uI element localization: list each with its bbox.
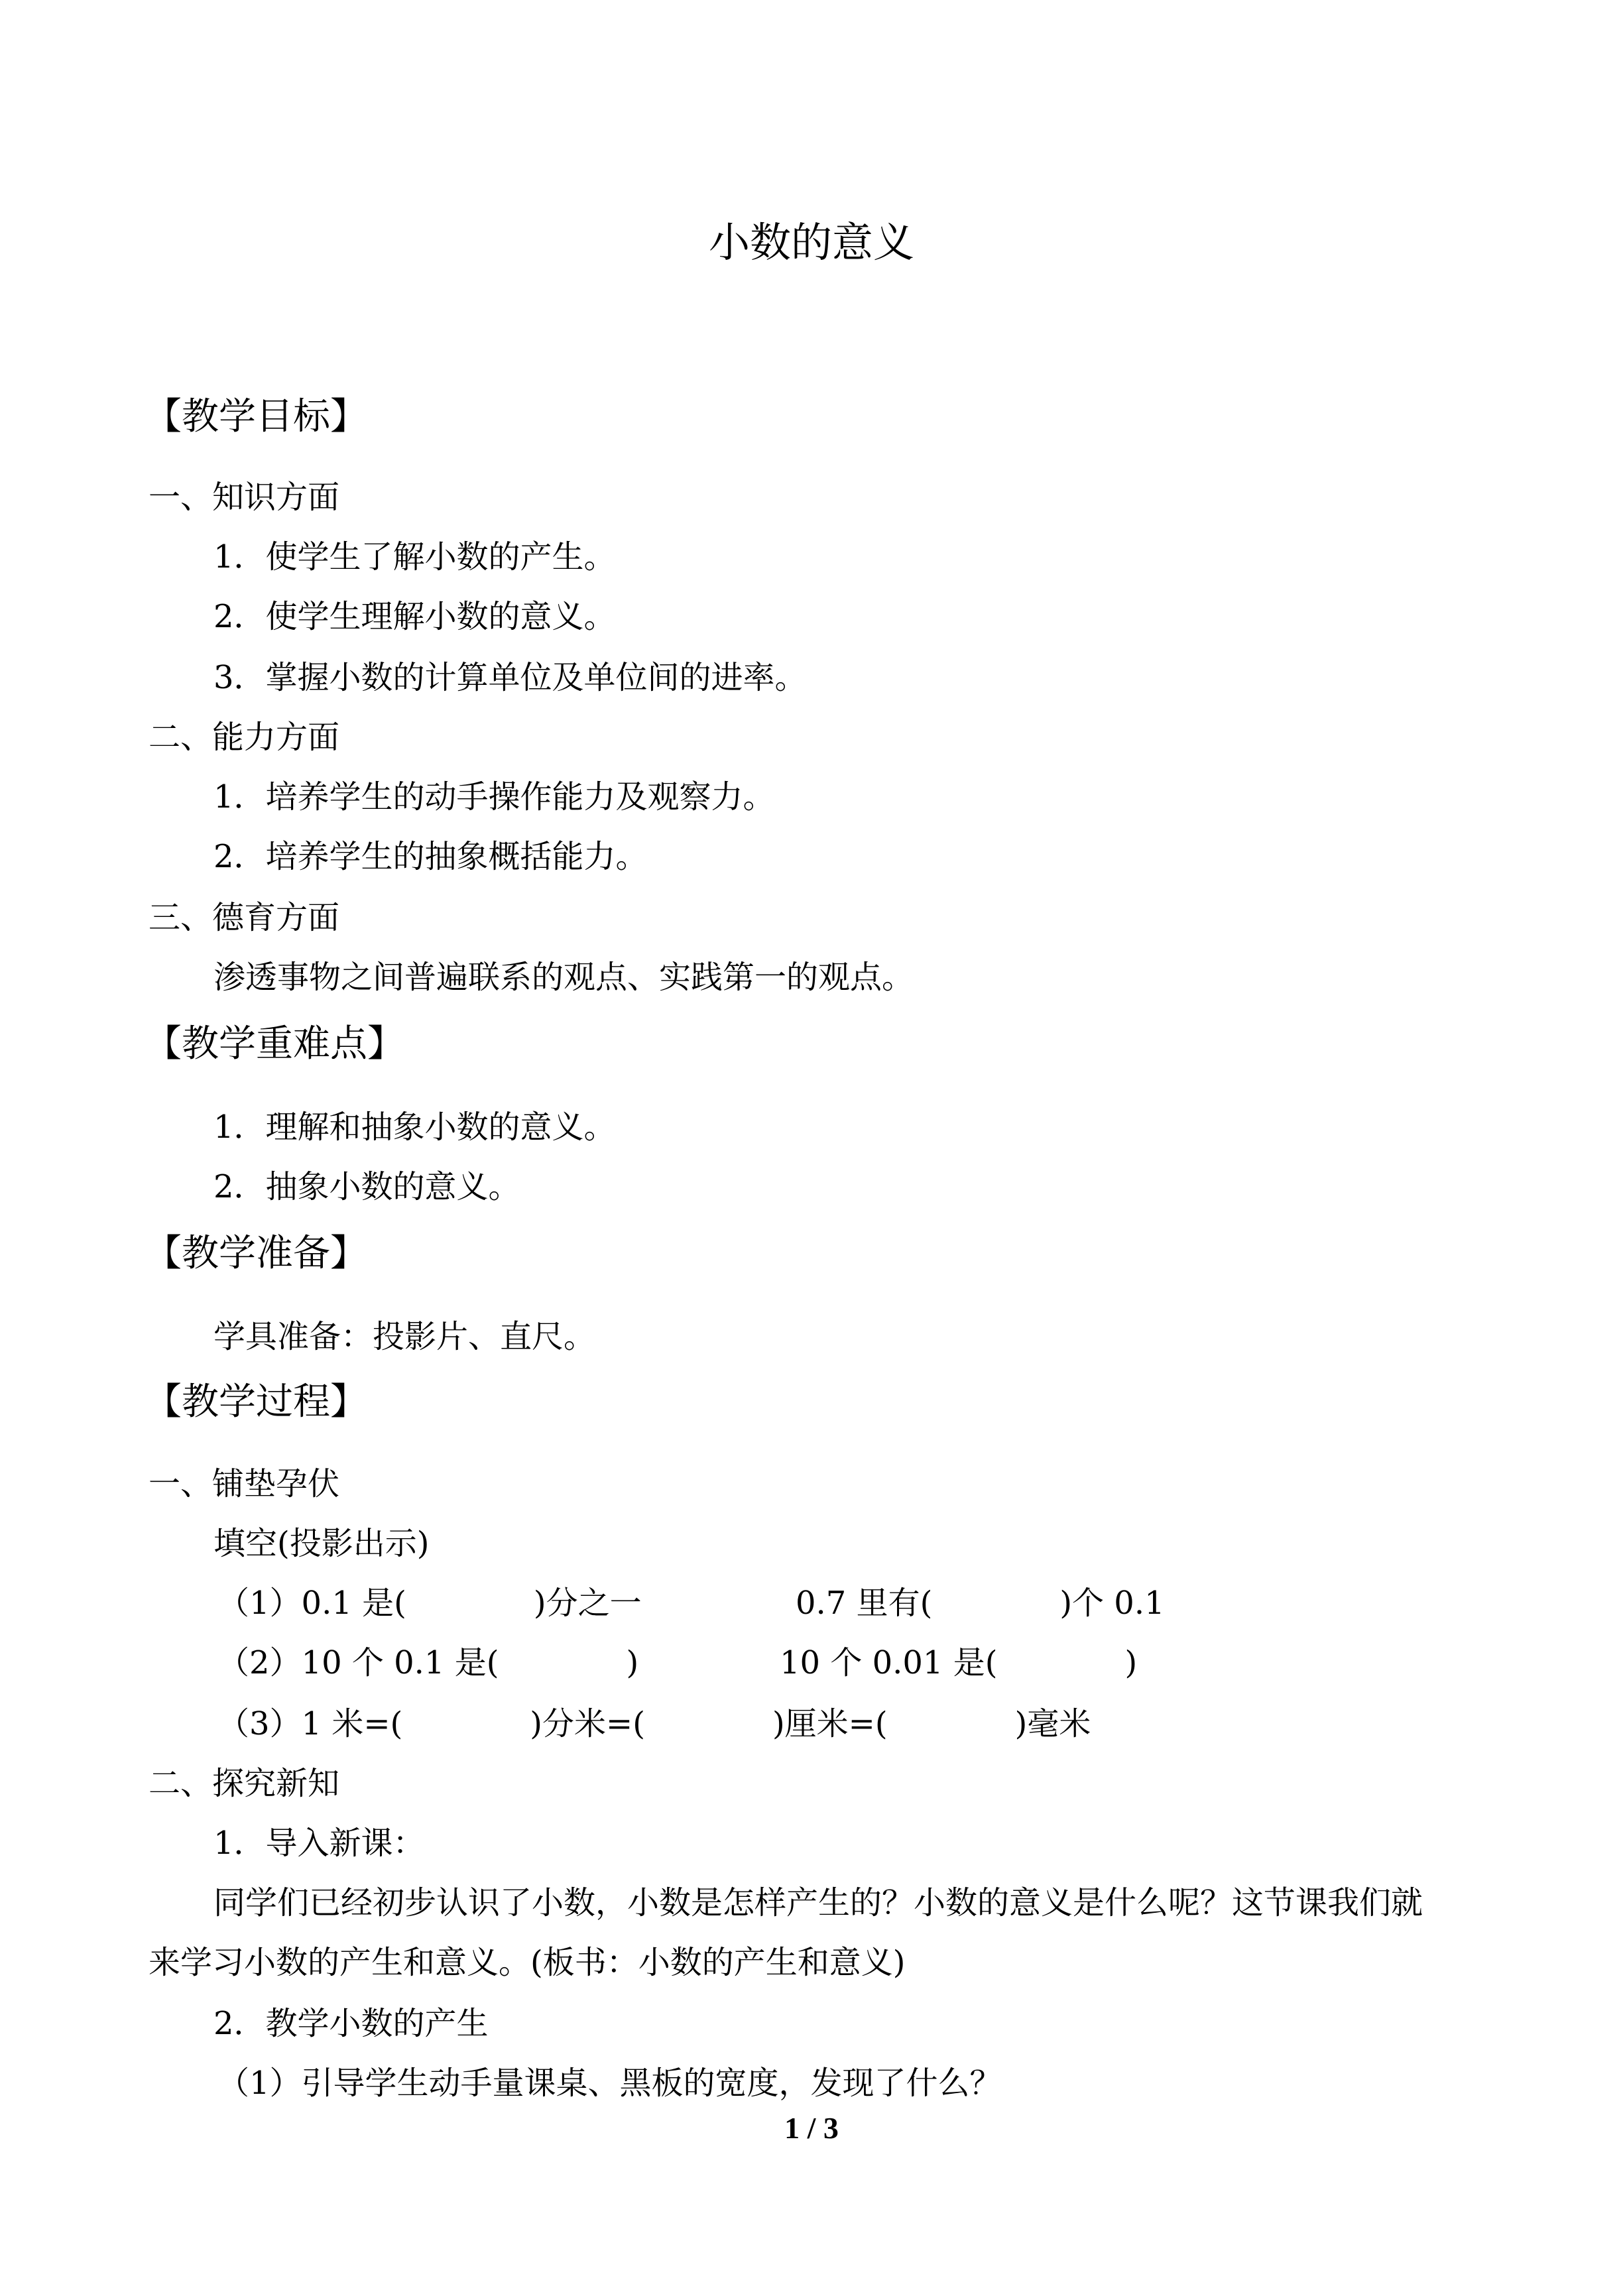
goal-item: 1．培养学生的动手操作能力及观察力。 <box>213 778 775 816</box>
heading-step1: 一、铺垫孕伏 <box>149 1465 340 1502</box>
question-2a: （2）10 个 0.1 是( ) <box>217 1644 639 1681</box>
question-2b: 10 个 0.01 是( ) <box>780 1644 1138 1681</box>
fill-intro: 填空(投影出示) <box>213 1525 430 1562</box>
keypoint-item: 1．理解和抽象小数的意义。 <box>213 1109 616 1146</box>
goal-item: 1．使学生了解小数的产生。 <box>213 538 616 575</box>
step2-item: 2．教学小数的产生 <box>213 2005 489 2042</box>
heading-step2: 二、探究新知 <box>149 1765 340 1802</box>
goal-item: 渗透事物之间普遍联系的观点、实践第一的观点。 <box>213 959 914 996</box>
page-number: 1 / 3 <box>784 2111 839 2145</box>
keypoint-item: 2．抽象小数的意义。 <box>213 1168 520 1205</box>
question-3: （3）1 米=( )分米=( )厘米=( )毫米 <box>217 1705 1091 1742</box>
step2-subitem: （1）引导学生动手量课桌、黑板的宽度，发现了什么？ <box>217 2065 1002 2102</box>
section-heading-process: 【教学过程】 <box>145 1380 367 1423</box>
prep-item: 学具准备：投影片、直尺。 <box>213 1318 596 1355</box>
step2-item: 1．导入新课： <box>213 1825 425 1862</box>
paragraph-line: 来学习小数的产生和意义。(板书：小数的产生和意义) <box>149 1944 906 1981</box>
heading-ability: 二、能力方面 <box>149 719 340 756</box>
section-heading-keypoints: 【教学重难点】 <box>145 1022 404 1065</box>
section-heading-goals: 【教学目标】 <box>145 395 367 438</box>
section-heading-prep: 【教学准备】 <box>145 1232 367 1275</box>
paragraph-line: 同学们已经初步认识了小数，小数是怎样产生的？小数的意义是什么呢？这节课我们就 <box>213 1884 1423 1921</box>
heading-moral: 三、德育方面 <box>149 899 340 936</box>
question-1b: 0.7 里有( )个 0.1 <box>796 1585 1165 1622</box>
goal-item: 2．培养学生的抽象概括能力。 <box>213 838 648 875</box>
question-1a: （1）0.1 是( )分之一 <box>217 1585 642 1622</box>
goal-item: 3．掌握小数的计算单位及单位间的进率。 <box>213 659 807 696</box>
page-title: 小数的意义 <box>708 218 914 267</box>
heading-knowledge: 一、知识方面 <box>149 479 340 516</box>
goal-item: 2．使学生理解小数的意义。 <box>213 598 616 635</box>
